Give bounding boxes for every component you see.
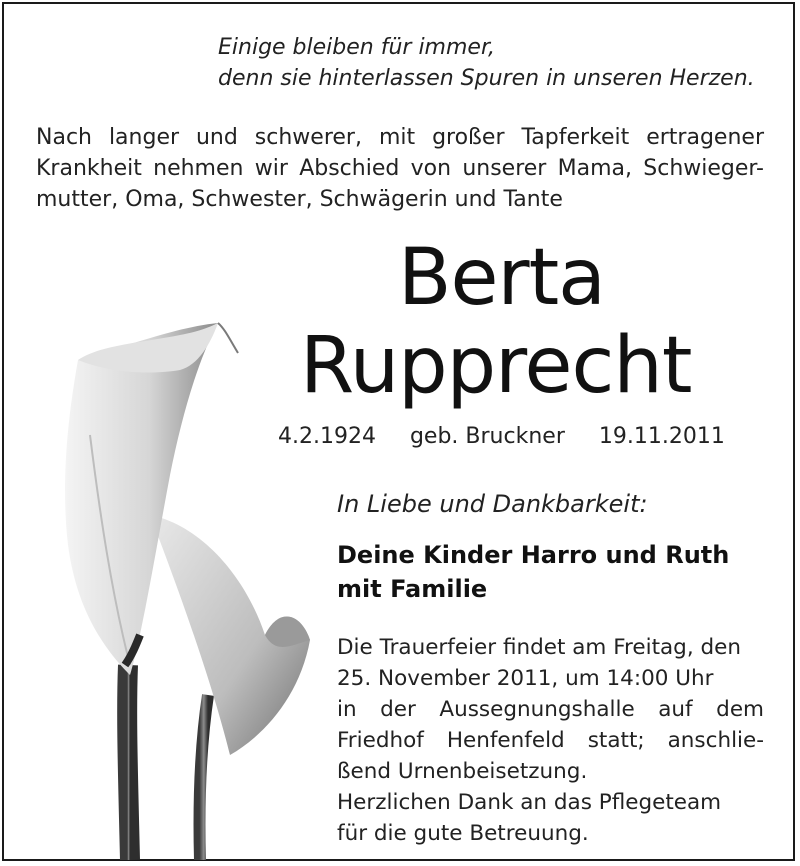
motto-quote <box>218 32 755 94</box>
service-line-3: in der Aussegnungshalle auf dem <box>337 697 764 722</box>
deceased-name <box>300 234 800 410</box>
family-signature <box>337 538 777 606</box>
service-line-4: Friedhof Henfenfeld statt; anschlie- <box>337 728 764 753</box>
birth-date: 4.2.1924 <box>278 424 376 449</box>
service-line-6: Herzlichen Dank an das Pflegeteam <box>337 790 722 815</box>
death-date: 19.11.2011 <box>598 424 725 449</box>
thanks-line: In Liebe und Dankbarkeit: <box>337 490 648 518</box>
family-line-2: mit Familie <box>337 575 488 603</box>
motto-line-1: Einige bleiben für immer, <box>218 35 495 60</box>
service-line-7: für die gute Betreuung. <box>337 821 589 846</box>
service-line-2: 25. November 2011, um 14:00 Uhr <box>337 666 714 691</box>
service-line-5: ßend Urnenbeisetzung. <box>337 759 588 784</box>
last-name: Rupprecht <box>300 321 692 411</box>
life-dates <box>278 424 725 449</box>
calla-lily-icon <box>30 315 330 860</box>
family-line-1: Deine Kinder Harro und Ruth <box>337 541 730 569</box>
motto-line-2: denn sie hinterlassen Spuren in unseren Herzen. <box>218 66 755 91</box>
service-info <box>337 632 764 849</box>
first-name: Berta <box>398 233 605 323</box>
intro-text: Nach langer und schwerer, mit großer Tapferkeit ertragener Krankheit nehmen wir Abschied von unserer Mama, Schwieger-mutter, Oma, Schwester, Schwägerin und Tante <box>36 125 764 212</box>
service-line-1: Die Trauerfeier findet am Freitag, den <box>337 635 741 660</box>
maiden-name: geb. Bruckner <box>409 424 565 449</box>
